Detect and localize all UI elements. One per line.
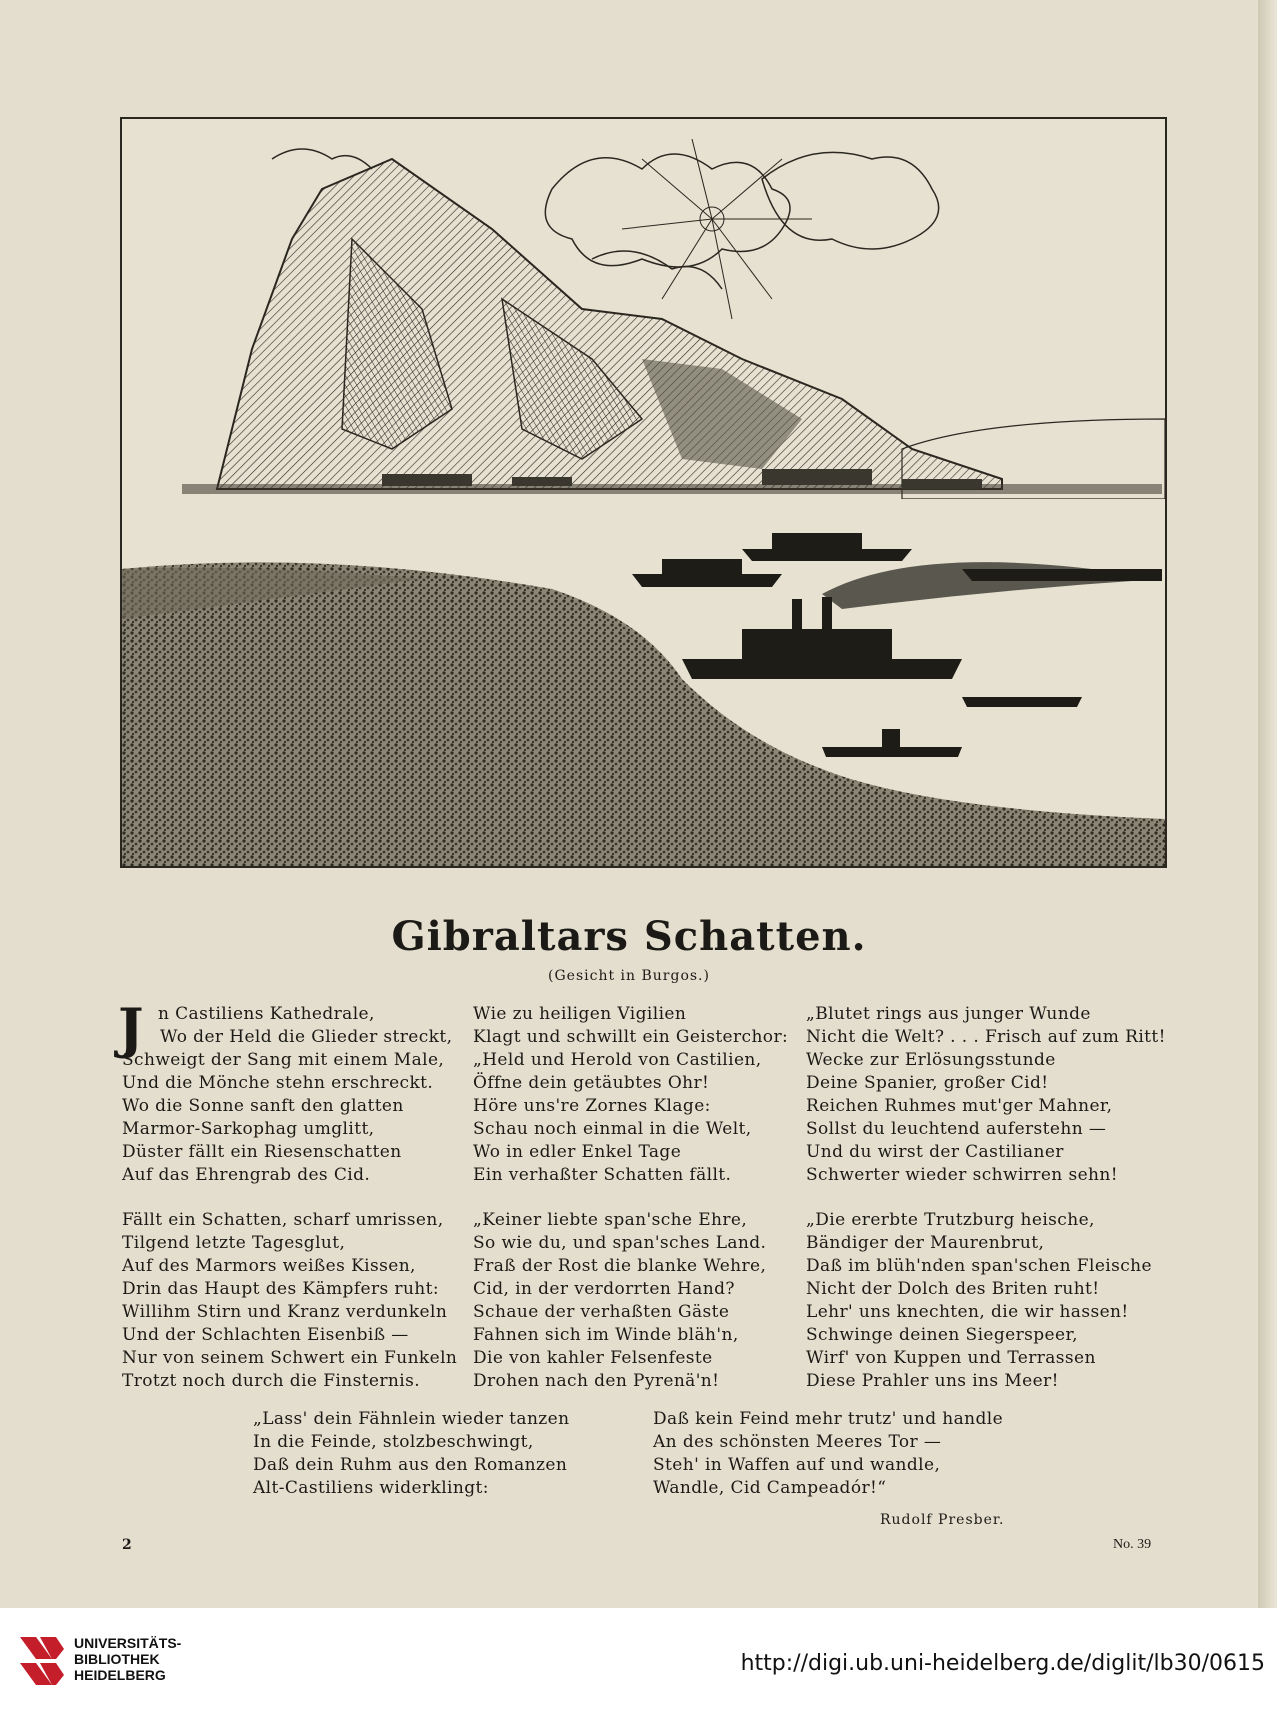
- poem-line: Schau noch einmal in die Welt,: [473, 1119, 752, 1139]
- poem-line: Auf das Ehrengrab des Cid.: [122, 1165, 371, 1185]
- poem-title: Gibraltars Schatten.: [391, 913, 867, 960]
- poem-line: In die Feinde, stolzbeschwingt,: [253, 1432, 534, 1452]
- poem-line: „Die ererbte Trutzburg heische,: [806, 1210, 1095, 1230]
- page-edge: [1258, 0, 1277, 1608]
- poem-line: Nicht der Dolch des Briten ruht!: [806, 1279, 1100, 1299]
- poem-line: Wo in edler Enkel Tage: [473, 1142, 682, 1162]
- col1-stanza1-first-line: [158, 1003, 375, 1026]
- issue-number: No. 39: [1113, 1537, 1152, 1552]
- col1-stanza2: [122, 1209, 457, 1393]
- poem-line: Diese Prahler uns ins Meer!: [806, 1371, 1059, 1391]
- drop-cap: J: [118, 996, 144, 1060]
- poem-line: Auf des Marmors weißes Kissen,: [122, 1256, 416, 1276]
- library-name-line: BIBLIOTHEK: [74, 1651, 160, 1667]
- poem-line: Die von kahler Felsenfeste: [473, 1348, 713, 1368]
- poem-line: Wie zu heiligen Vigilien: [473, 1004, 687, 1024]
- poem-line: Düster fällt ein Riesenschatten: [122, 1142, 402, 1162]
- poem-line: „Keiner liebte span'sche Ehre,: [473, 1210, 748, 1230]
- poem-line: Öffne dein getäubtes Ohr!: [473, 1073, 710, 1093]
- poem-line: Fahnen sich im Winde bläh'n,: [473, 1325, 739, 1345]
- poem-line: „Blutet rings aus junger Wunde: [806, 1004, 1091, 1024]
- foreground-grass: [122, 562, 1165, 866]
- col2-stanza1: [473, 1003, 788, 1187]
- poem-line: Schwinge deinen Siegerspeer,: [806, 1325, 1078, 1345]
- poem-line: Wo die Sonne sanft den glatten: [122, 1096, 404, 1116]
- poem-line: Nicht die Welt? . . . Frisch auf zum Ritt!: [806, 1027, 1166, 1047]
- poem-line: Schaue der verhaßten Gäste: [473, 1302, 730, 1322]
- poem-line: Daß im blüh'nden span'schen Fleische: [806, 1256, 1152, 1276]
- poem-line: Und du wirst der Castilianer: [806, 1142, 1064, 1162]
- poem-line: Wandle, Cid Campeadór!“: [653, 1478, 887, 1498]
- poem-line: An des schönsten Meeres Tor —: [653, 1432, 942, 1452]
- poem-line: Drohen nach den Pyrenä'n!: [473, 1371, 720, 1391]
- library-name: [74, 1635, 181, 1683]
- poem-line: Schwerter wieder schwirren sehn!: [806, 1165, 1118, 1185]
- poem-line: Sollst du leuchtend auferstehn —: [806, 1119, 1107, 1139]
- poem-line: „Lass' dein Fähnlein wieder tanzen: [253, 1409, 570, 1429]
- library-name-line: HEIDELBERG: [74, 1667, 166, 1683]
- poem-line: Wo der Held die Glieder streckt,: [160, 1027, 453, 1047]
- poem-line: Alt-Castiliens widerklingt:: [253, 1478, 489, 1498]
- col2-stanza2: [473, 1209, 766, 1393]
- page-number: 2: [122, 1537, 132, 1553]
- col3-stanza1: [806, 1003, 1166, 1187]
- poem-line: Schweigt der Sang mit einem Male,: [122, 1050, 445, 1070]
- poem-line: Steh' in Waffen auf und wandle,: [653, 1455, 941, 1475]
- poem-line: Marmor-Sarkophag umglitt,: [122, 1119, 375, 1139]
- poem-line: Wirf' von Kuppen und Terrassen: [806, 1348, 1096, 1368]
- poem-line: Ein verhaßter Schatten fällt.: [473, 1165, 732, 1185]
- permalink-url[interactable]: http://digi.ub.uni-heidelberg.de/diglit/lb30/0615: [740, 1651, 1265, 1676]
- poem-line: Cid, in der verdorrten Hand?: [473, 1279, 735, 1299]
- poem-line: Und der Schlachten Eisenbiß —: [122, 1325, 409, 1345]
- final-stanza-left: [253, 1408, 569, 1500]
- poem-line: n Castiliens Kathedrale,: [158, 1004, 375, 1024]
- poem-line: Höre uns're Zornes Klage:: [473, 1096, 711, 1116]
- library-name-line: UNIVERSITÄTS-: [74, 1635, 182, 1651]
- col1-stanza1: [122, 1026, 452, 1187]
- poem-line: Willihm Stirn und Kranz verdunkeln: [122, 1302, 448, 1322]
- author-signature: Rudolf Presber.: [880, 1512, 1005, 1528]
- poem-line: Wecke zur Erlösungsstunde: [806, 1050, 1056, 1070]
- col3-stanza2: [806, 1209, 1152, 1393]
- poem-subtitle: (Gesicht in Burgos.): [548, 968, 710, 984]
- poem-line: Klagt und schwillt ein Geisterchor:: [473, 1027, 789, 1047]
- poem-line: Daß kein Feind mehr trutz' und handle: [653, 1409, 1004, 1429]
- poem-line: Lehr' uns knechten, die wir hassen!: [806, 1302, 1129, 1322]
- library-logo-icon[interactable]: [16, 1629, 68, 1699]
- poem-line: Bändiger der Maurenbrut,: [806, 1233, 1045, 1253]
- final-stanza-right: [653, 1408, 1003, 1500]
- poem-line: Trotzt noch durch die Finsternis.: [122, 1371, 421, 1391]
- poem-line: Nur von seinem Schwert ein Funkeln: [122, 1348, 458, 1368]
- poem-line: Reichen Ruhmes mut'ger Mahner,: [806, 1096, 1113, 1116]
- poem-line: Daß dein Ruhm aus den Romanzen: [253, 1455, 568, 1475]
- poem-line: Fällt ein Schatten, scharf umrissen,: [122, 1210, 444, 1230]
- poem-line: Deine Spanier, großer Cid!: [806, 1073, 1049, 1093]
- poem-line: Und die Mönche stehn erschreckt.: [122, 1073, 434, 1093]
- poem-line: Fraß der Rost die blanke Wehre,: [473, 1256, 767, 1276]
- gibraltar-illustration: [120, 117, 1167, 868]
- poem-line: Tilgend letzte Tagesglut,: [122, 1233, 346, 1253]
- poem-line: „Held und Herold von Castilien,: [473, 1050, 762, 1070]
- poem-line: So wie du, und span'sches Land.: [473, 1233, 767, 1253]
- poem-line: Drin das Haupt des Kämpfers ruht:: [122, 1279, 440, 1299]
